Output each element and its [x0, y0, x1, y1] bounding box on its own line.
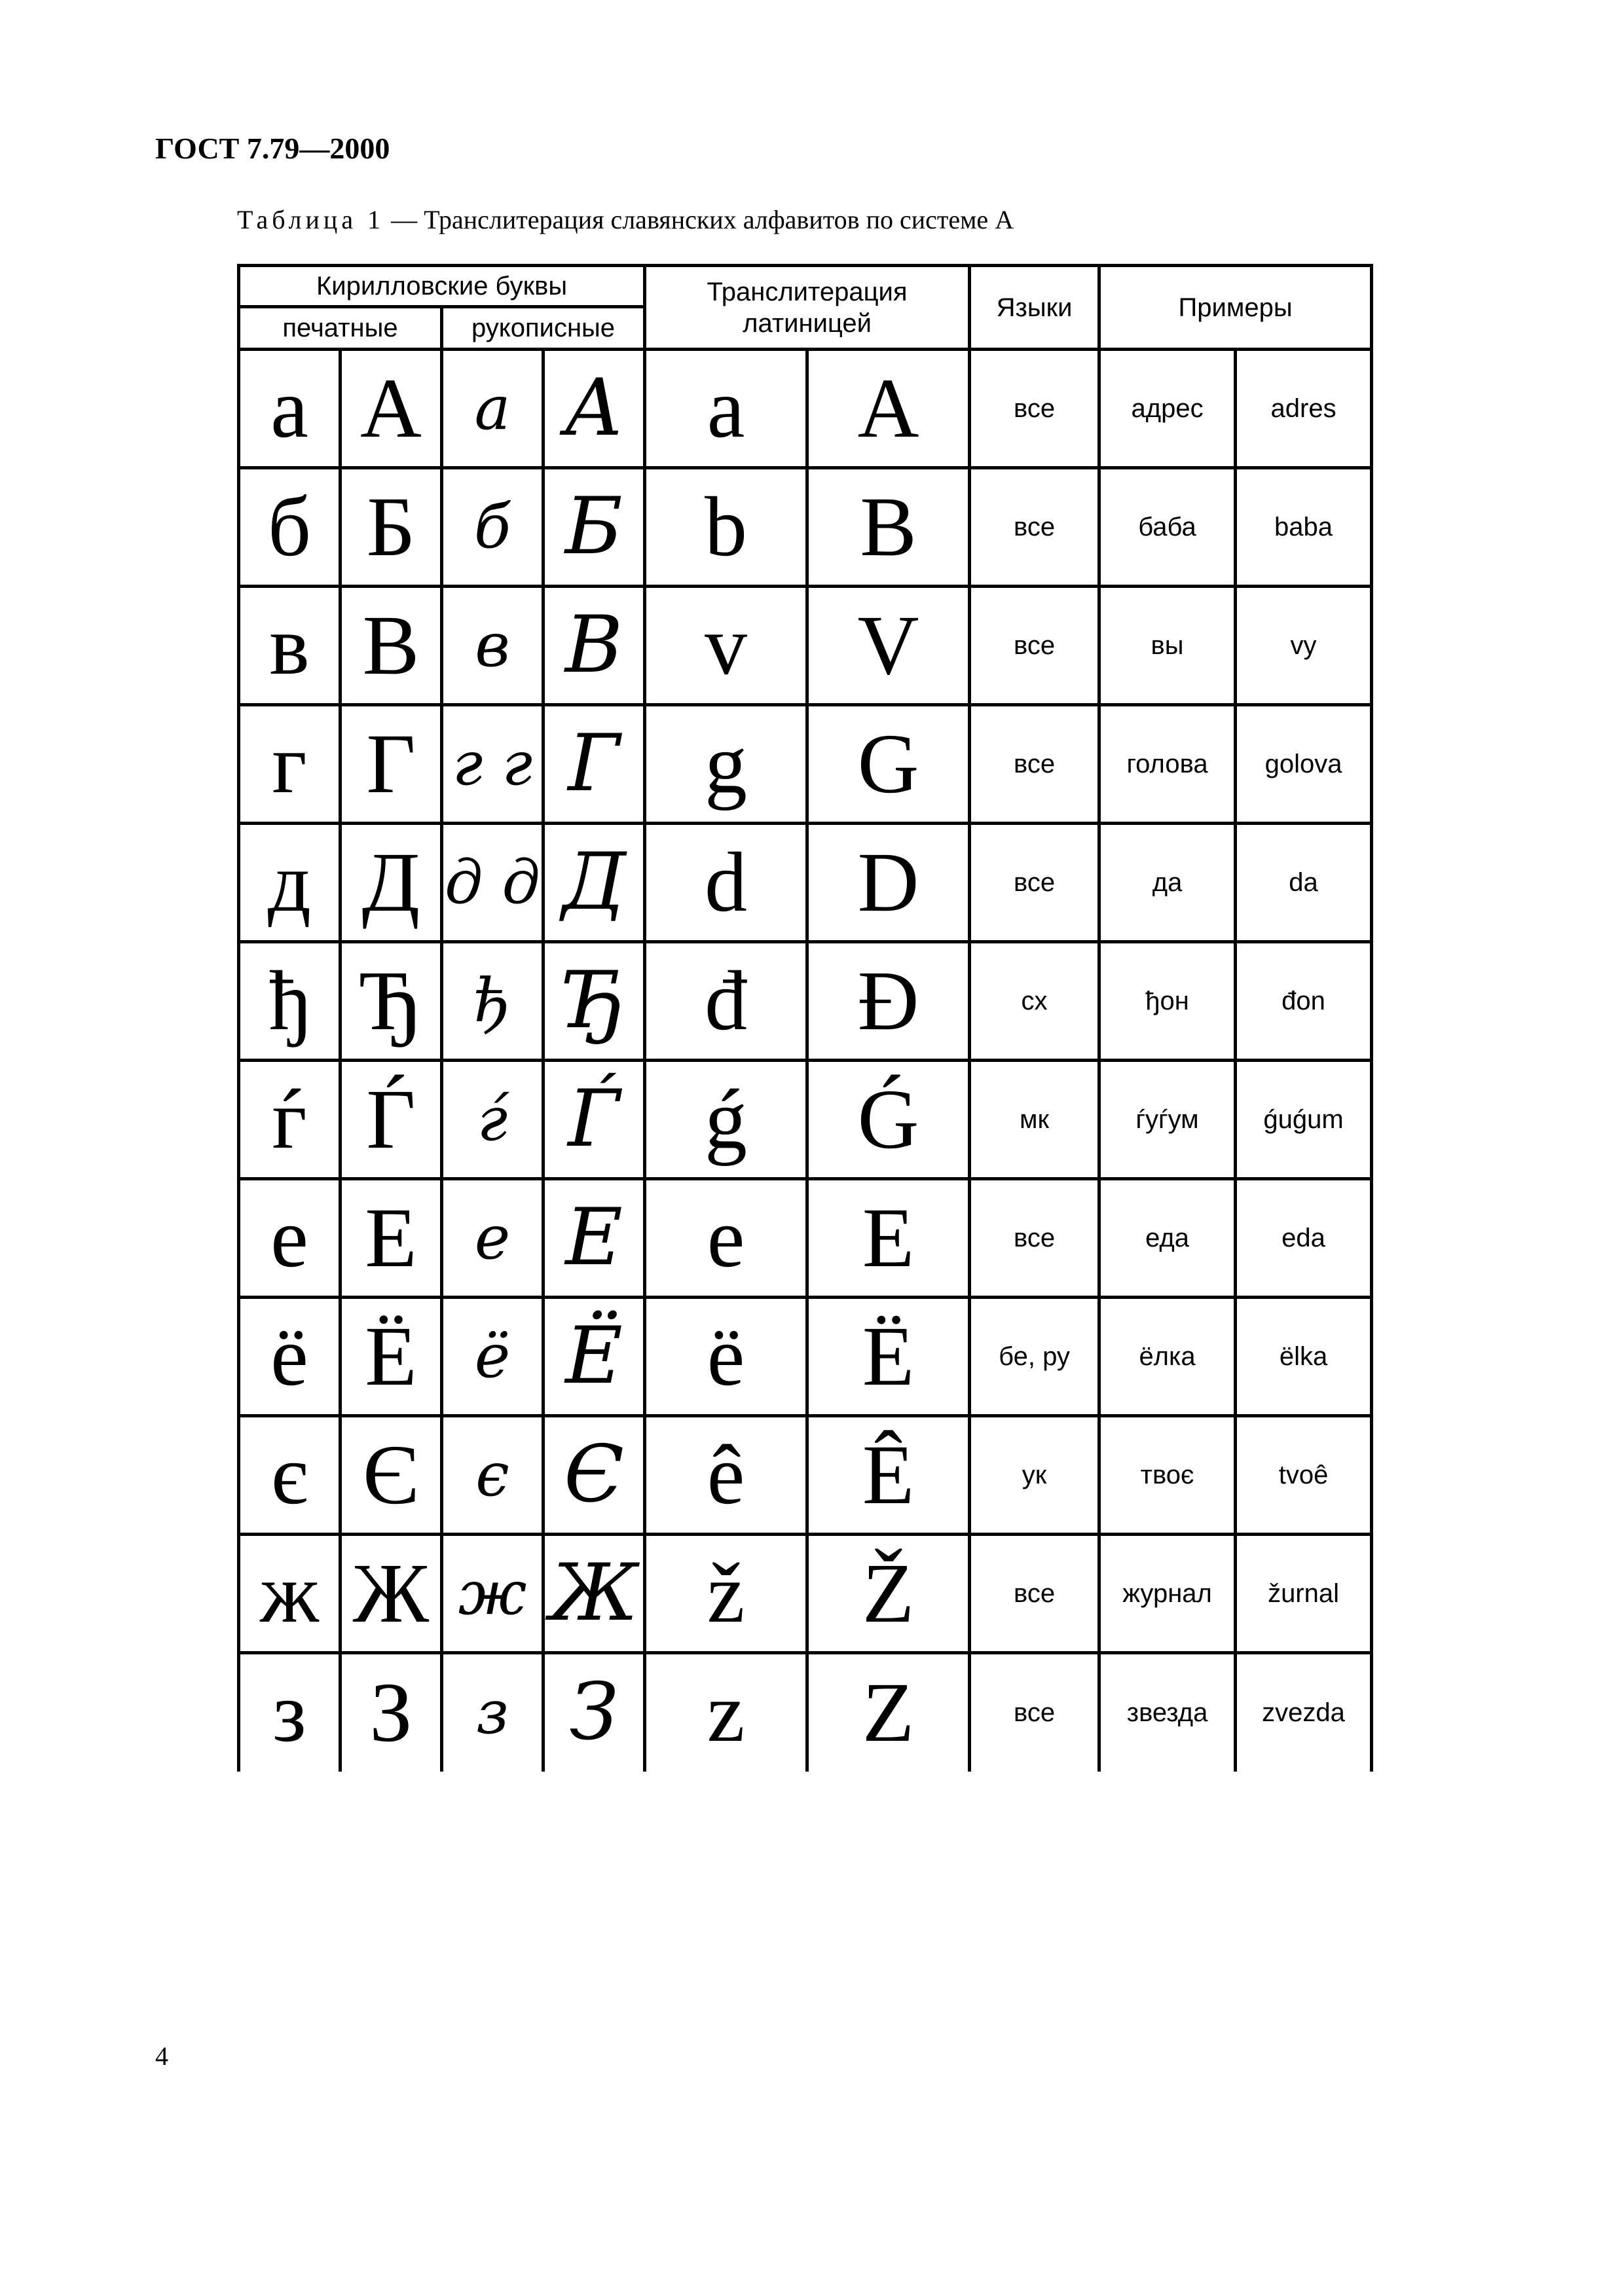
- printed-lower-cell: ё: [239, 1298, 341, 1416]
- table-row: [239, 1535, 1372, 1653]
- latin-lower-cell: ë: [645, 1298, 807, 1416]
- example-latin-cell: vy: [1236, 587, 1372, 705]
- caption-text: — Транслитерация славянских алфавитов по системе А: [384, 205, 1014, 234]
- handwritten-lower-cell: е: [442, 1179, 544, 1298]
- printed-lower-cell: ђ: [239, 942, 341, 1061]
- printed-lower-cell: з: [239, 1653, 341, 1772]
- languages-cell: все: [970, 587, 1099, 705]
- example-cyrillic-cell: ѓуѓум: [1099, 1061, 1236, 1179]
- handwritten-lower-cell: ђ: [442, 942, 544, 1061]
- handwritten-upper-cell: A: [544, 350, 645, 468]
- table-row: [239, 1653, 1372, 1772]
- latin-upper-cell: Z: [807, 1653, 970, 1772]
- example-cyrillic-cell: звезда: [1099, 1653, 1236, 1772]
- handwritten-upper-cell: Ђ: [544, 942, 645, 1061]
- handwritten-upper-cell: Є: [544, 1416, 645, 1535]
- example-latin-cell: da: [1236, 824, 1372, 942]
- handwritten-upper-cell: Ж: [544, 1535, 645, 1653]
- latin-upper-cell: A: [807, 350, 970, 468]
- header-examples: Примеры: [1099, 266, 1372, 350]
- languages-cell: все: [970, 468, 1099, 587]
- printed-lower-cell: є: [239, 1416, 341, 1535]
- latin-lower-cell: a: [645, 350, 807, 468]
- latin-lower-cell: d: [645, 824, 807, 942]
- latin-upper-cell: G: [807, 705, 970, 824]
- latin-lower-cell: e: [645, 1179, 807, 1298]
- handwritten-lower-cell: в: [442, 587, 544, 705]
- printed-upper-cell: Ё: [341, 1298, 442, 1416]
- printed-lower-cell: б: [239, 468, 341, 587]
- handwritten-upper-cell: Д: [544, 824, 645, 942]
- header-languages: Языки: [970, 266, 1099, 350]
- printed-lower-cell: ѓ: [239, 1061, 341, 1179]
- printed-upper-cell: Г: [341, 705, 442, 824]
- table-body: [239, 350, 1372, 1772]
- latin-lower-cell: ž: [645, 1535, 807, 1653]
- handwritten-upper-cell: В: [544, 587, 645, 705]
- example-latin-cell: baba: [1236, 468, 1372, 587]
- handwritten-lower-cell: д д: [442, 824, 544, 942]
- printed-upper-cell: В: [341, 587, 442, 705]
- example-cyrillic-cell: адрес: [1099, 350, 1236, 468]
- handwritten-lower-cell: ё: [442, 1298, 544, 1416]
- handwritten-lower-cell: б: [442, 468, 544, 587]
- table-row: [239, 705, 1372, 824]
- latin-upper-cell: Ê: [807, 1416, 970, 1535]
- table-caption: [237, 204, 1014, 235]
- handwritten-upper-cell: Ё: [544, 1298, 645, 1416]
- latin-upper-cell: Ë: [807, 1298, 970, 1416]
- example-latin-cell: ǵuǵum: [1236, 1061, 1372, 1179]
- caption-label: Таблица 1: [237, 205, 385, 234]
- printed-lower-cell: г: [239, 705, 341, 824]
- table-row: [239, 1061, 1372, 1179]
- printed-upper-cell: Б: [341, 468, 442, 587]
- example-latin-cell: đon: [1236, 942, 1372, 1061]
- latin-lower-cell: đ: [645, 942, 807, 1061]
- languages-cell: все: [970, 1535, 1099, 1653]
- printed-upper-cell: Ѓ: [341, 1061, 442, 1179]
- latin-upper-cell: B: [807, 468, 970, 587]
- languages-cell: все: [970, 705, 1099, 824]
- example-cyrillic-cell: ёлка: [1099, 1298, 1236, 1416]
- example-cyrillic-cell: голова: [1099, 705, 1236, 824]
- header-handwritten: рукописные: [442, 307, 645, 350]
- printed-lower-cell: в: [239, 587, 341, 705]
- latin-lower-cell: b: [645, 468, 807, 587]
- handwritten-lower-cell: ѓ: [442, 1061, 544, 1179]
- example-latin-cell: tvoê: [1236, 1416, 1372, 1535]
- handwritten-lower-cell: г г: [442, 705, 544, 824]
- printed-lower-cell: д: [239, 824, 341, 942]
- handwritten-lower-cell: a: [442, 350, 544, 468]
- printed-upper-cell: А: [341, 350, 442, 468]
- handwritten-upper-cell: Ѓ: [544, 1061, 645, 1179]
- languages-cell: все: [970, 824, 1099, 942]
- table-row: [239, 824, 1372, 942]
- example-cyrillic-cell: твоє: [1099, 1416, 1236, 1535]
- handwritten-lower-cell: з: [442, 1653, 544, 1772]
- table-row: [239, 587, 1372, 705]
- example-latin-cell: zvezda: [1236, 1653, 1372, 1772]
- printed-upper-cell: Ђ: [341, 942, 442, 1061]
- table-row: [239, 1179, 1372, 1298]
- latin-upper-cell: Ǵ: [807, 1061, 970, 1179]
- page-number: 4: [155, 2041, 168, 2071]
- example-latin-cell: ëlka: [1236, 1298, 1372, 1416]
- handwritten-lower-cell: є: [442, 1416, 544, 1535]
- printed-lower-cell: е: [239, 1179, 341, 1298]
- header-cyrillic: Кирилловские буквы: [239, 266, 645, 307]
- latin-upper-cell: D: [807, 824, 970, 942]
- table-row: [239, 942, 1372, 1061]
- header-printed: печатные: [239, 307, 442, 350]
- example-latin-cell: eda: [1236, 1179, 1372, 1298]
- table-row: [239, 1298, 1372, 1416]
- languages-cell: все: [970, 1179, 1099, 1298]
- printed-upper-cell: Ж: [341, 1535, 442, 1653]
- example-latin-cell: golova: [1236, 705, 1372, 824]
- header-transliteration: Транслитерация латиницей: [645, 266, 970, 350]
- example-cyrillic-cell: да: [1099, 824, 1236, 942]
- table-row: [239, 468, 1372, 587]
- printed-lower-cell: ж: [239, 1535, 341, 1653]
- latin-lower-cell: z: [645, 1653, 807, 1772]
- latin-upper-cell: Đ: [807, 942, 970, 1061]
- table-row: [239, 1416, 1372, 1535]
- handwritten-upper-cell: Г: [544, 705, 645, 824]
- document-id: ГОСТ 7.79—2000: [155, 132, 390, 165]
- printed-upper-cell: Є: [341, 1416, 442, 1535]
- printed-upper-cell: Е: [341, 1179, 442, 1298]
- handwritten-lower-cell: ж: [442, 1535, 544, 1653]
- printed-upper-cell: З: [341, 1653, 442, 1772]
- latin-lower-cell: v: [645, 587, 807, 705]
- example-cyrillic-cell: еда: [1099, 1179, 1236, 1298]
- example-cyrillic-cell: баба: [1099, 468, 1236, 587]
- languages-cell: все: [970, 1653, 1099, 1772]
- latin-lower-cell: ê: [645, 1416, 807, 1535]
- printed-upper-cell: Д: [341, 824, 442, 942]
- latin-upper-cell: V: [807, 587, 970, 705]
- table-row: [239, 350, 1372, 468]
- handwritten-upper-cell: Б: [544, 468, 645, 587]
- example-cyrillic-cell: вы: [1099, 587, 1236, 705]
- latin-lower-cell: g: [645, 705, 807, 824]
- languages-cell: бе, ру: [970, 1298, 1099, 1416]
- latin-upper-cell: Ž: [807, 1535, 970, 1653]
- latin-lower-cell: ǵ: [645, 1061, 807, 1179]
- example-latin-cell: adres: [1236, 350, 1372, 468]
- languages-cell: все: [970, 350, 1099, 468]
- transliteration-table: [237, 264, 1373, 1772]
- handwritten-upper-cell: З: [544, 1653, 645, 1772]
- example-cyrillic-cell: журнал: [1099, 1535, 1236, 1653]
- example-cyrillic-cell: ђон: [1099, 942, 1236, 1061]
- example-latin-cell: žurnal: [1236, 1535, 1372, 1653]
- latin-upper-cell: E: [807, 1179, 970, 1298]
- languages-cell: сх: [970, 942, 1099, 1061]
- printed-lower-cell: а: [239, 350, 341, 468]
- handwritten-upper-cell: Е: [544, 1179, 645, 1298]
- languages-cell: мк: [970, 1061, 1099, 1179]
- languages-cell: ук: [970, 1416, 1099, 1535]
